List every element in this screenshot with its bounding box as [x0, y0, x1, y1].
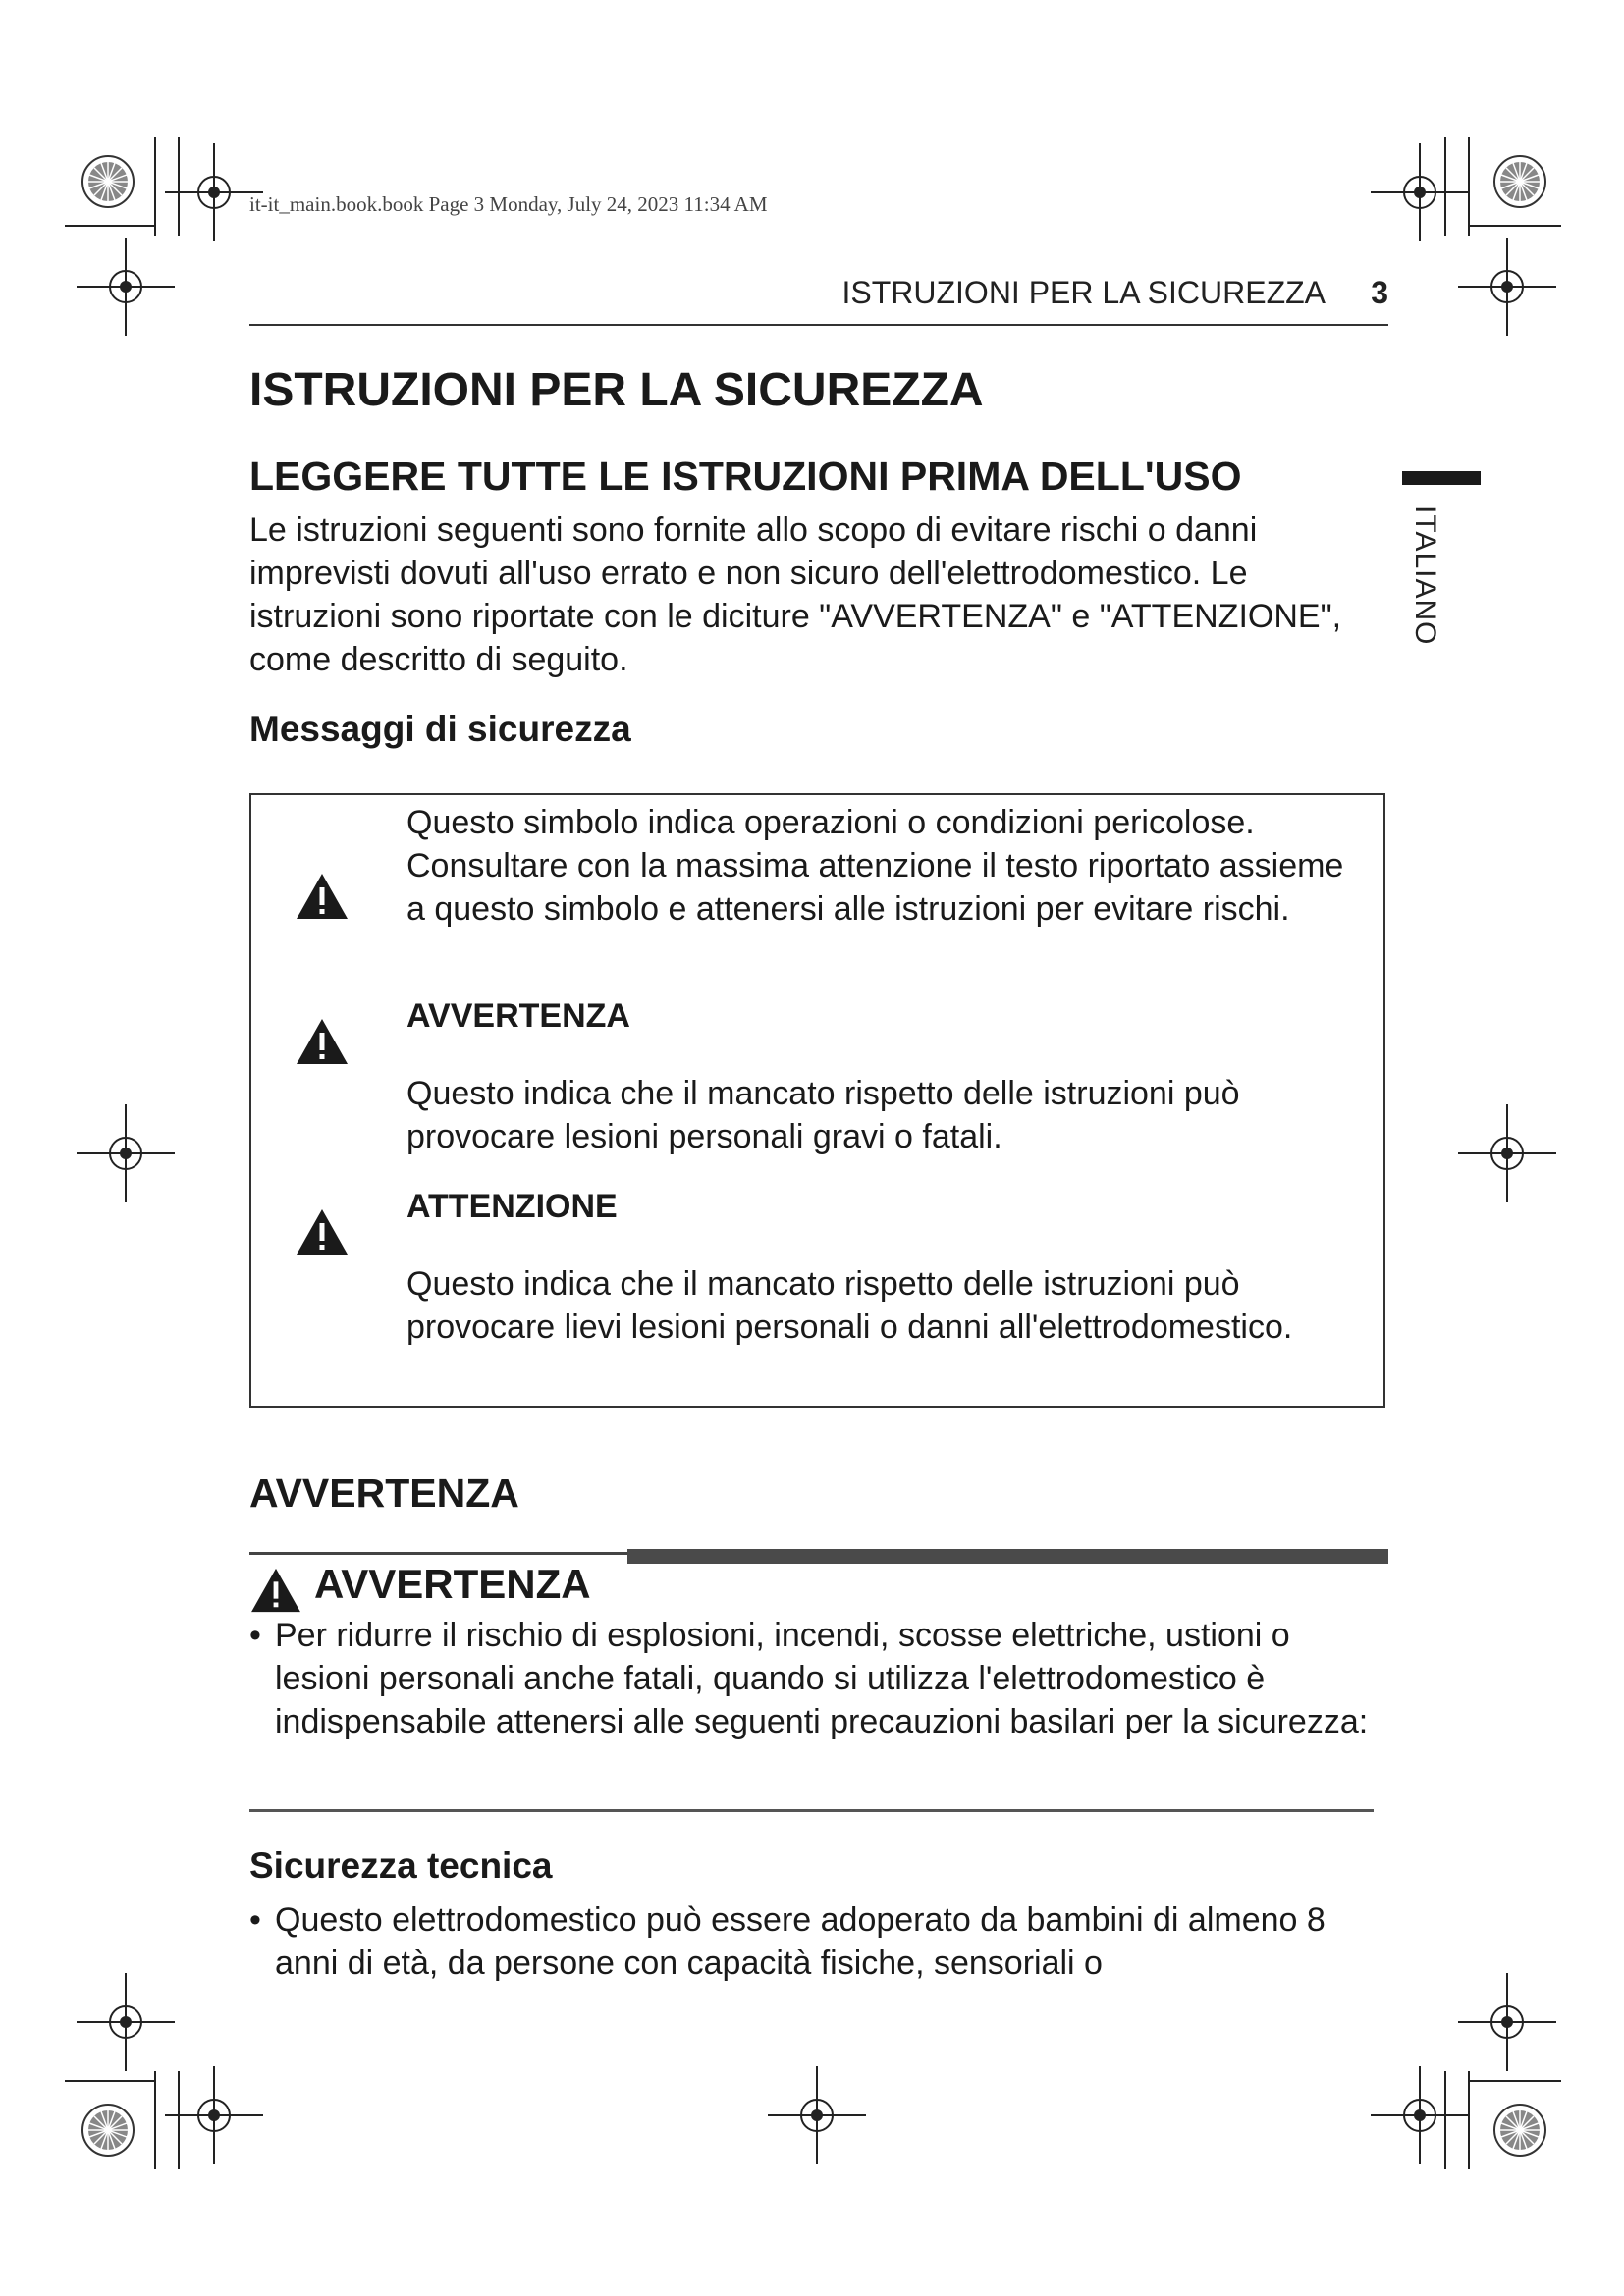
safety-messages-box [249, 793, 1385, 1408]
running-title: ISTRUZIONI PER LA SICUREZZA [841, 275, 1326, 310]
list-item: • Per ridurre il rischio di esplosioni, incendi, scosse elettriche, ustioni o lesioni personali anche fatali, quando si utilizza l'elettrodomestico è indispensabile attenersi alle seguenti precauzioni basilari per la sicurezza: [249, 1614, 1388, 1743]
print-info: it-it_main.book.book Page 3 Monday, July 24, 2023 11:34 AM [249, 192, 768, 216]
registration-rosette-icon [82, 2105, 134, 2156]
warning-rule-thick [627, 1549, 1388, 1564]
safety-message-label: ATTENZIONE [406, 1188, 618, 1225]
safety-message-text: Questo simbolo indica operazioni o condizioni pericolose. Consultare con la massima attenzione il testo riportato assieme a questo simbolo e attenersi alle istruzioni per evitare rischi. [406, 804, 1344, 928]
warning-section-heading: AVVERTENZA [249, 1470, 519, 1516]
safety-message-text: Questo indica che il mancato rispetto delle istruzioni può provocare lievi lesioni personali o danni all'elettrodomestico. [406, 1265, 1293, 1346]
registration-rosette-icon [1494, 2105, 1545, 2156]
page-title: ISTRUZIONI PER LA SICUREZZA [249, 364, 984, 416]
warning-triangle-icon [295, 1207, 350, 1256]
registration-rosette-icon [1494, 156, 1545, 207]
warning-bullet-list [249, 1614, 1388, 1743]
safety-message-text: Questo indica che il mancato rispetto delle istruzioni può provocare lesioni personali gravi o fatali. [406, 1075, 1240, 1155]
safety-messages-heading: Messaggi di sicurezza [249, 709, 631, 749]
running-header [249, 275, 1388, 326]
registration-target-icon [77, 1104, 175, 1202]
list-item: • Questo elettrodomestico può essere adoperato da bambini di almeno 8 anni di età, da persone con capacità fisiche, sensoriali o [249, 1898, 1388, 1985]
registration-target-icon [77, 238, 175, 336]
registration-target-icon [768, 2066, 866, 2164]
registration-target-icon [1458, 238, 1556, 336]
warning-rule-thin [249, 1552, 627, 1555]
technical-safety-heading: Sicurezza tecnica [249, 1845, 553, 1886]
language-tab: ITALIANO [1409, 506, 1441, 646]
section-divider [249, 1809, 1374, 1812]
technical-safety-bullet-list [249, 1898, 1388, 1985]
registration-target-icon [77, 1973, 175, 2071]
registration-target-icon [1458, 1973, 1556, 2071]
section-subtitle: LEGGERE TUTTE LE ISTRUZIONI PRIMA DELL'USO [249, 454, 1242, 499]
registration-target-icon [1371, 143, 1469, 241]
warning-triangle-icon [249, 1567, 302, 1614]
registration-target-icon [1458, 1104, 1556, 1202]
registration-target-icon [1371, 2066, 1469, 2164]
warning-box-header [249, 1549, 1388, 1608]
warning-box-title: AVVERTENZA [314, 1561, 591, 1607]
intro-paragraph: Le istruzioni seguenti sono fornite allo scopo di evitare rischi o danni imprevisti dovuti all'uso errato e non sicuro dell'elettrodomestico. Le istruzioni sono riportate con le diciture "AVVERTENZA" e "ATTENZIONE", come descritto di seguito. [249, 511, 1342, 678]
safety-message-label: AVVERTENZA [406, 997, 630, 1035]
warning-triangle-icon [295, 872, 350, 921]
warning-triangle-icon [295, 1017, 350, 1066]
page-number: 3 [1371, 275, 1388, 310]
side-tab-bar [1402, 471, 1481, 485]
registration-rosette-icon [82, 156, 134, 207]
